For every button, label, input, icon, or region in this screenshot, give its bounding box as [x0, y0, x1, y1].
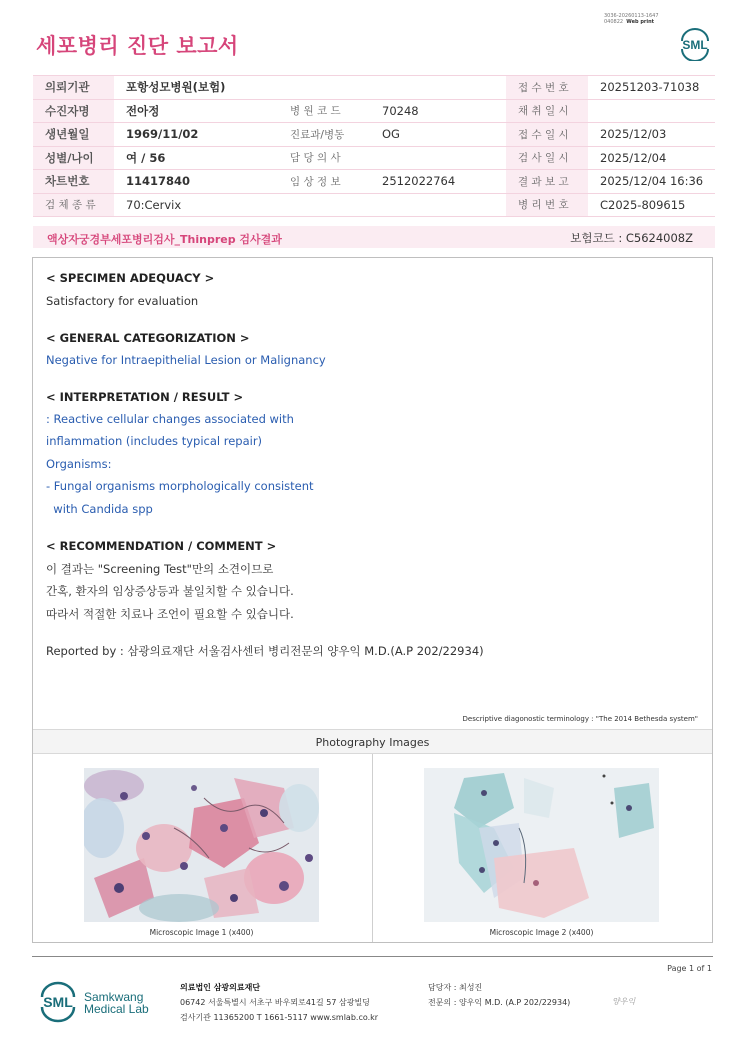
birth-label: 생년월일 — [33, 123, 114, 147]
brand-name — [84, 991, 149, 1015]
logo-text: SML — [682, 38, 708, 52]
result-box — [32, 257, 713, 943]
patient-info-table — [33, 75, 715, 217]
microscopic-image-1 — [84, 768, 319, 922]
footer-logo-text: SML — [43, 994, 73, 1010]
microscopic-image-2 — [424, 768, 659, 922]
org-address: 06742 서울특별시 서초구 바우뫼로41길 57 삼광빌딩 — [180, 998, 370, 1007]
collect-date-label: 채 취 일 시 — [506, 99, 588, 123]
receipt-date-value: 2025/12/03 — [588, 123, 715, 147]
photo-divider — [372, 754, 373, 942]
collect-date-value — [588, 99, 715, 123]
test-date-value: 2025/12/04 — [588, 146, 715, 170]
insurance-code: 보험코드 : C5624008Z — [570, 231, 693, 245]
print-code-line2: 040822 — [604, 19, 624, 25]
recommendation-heading: < RECOMMENDATION / COMMENT > — [46, 539, 277, 553]
patient-value: 전아정 — [114, 99, 278, 123]
recommendation-line: 간혹, 환자의 임상증상등과 불일치할 수 있습니다. — [46, 584, 294, 598]
specimen-label: 검 체 종 류 — [33, 193, 114, 217]
request-org-value: 포항성모병원(보험) — [114, 76, 506, 100]
footer-divider — [32, 956, 713, 957]
birth-value: 1969/11/02 — [114, 123, 278, 147]
clinical-value: 2512022764 — [370, 170, 506, 194]
reported-by: Reported by : 삼광의료재단 서울검사센터 병리전문의 양우익 M.D.(A.P 202/22934) — [46, 644, 484, 658]
org-name: 의료법인 삼광의료재단 — [180, 983, 261, 992]
terminology-note: Descriptive diagonostic terminology : "The 2014 Bethesda system" — [462, 715, 698, 723]
signature: 양우익 — [612, 997, 636, 1006]
image-2-caption: Microscopic Image 2 (x400) — [489, 928, 594, 937]
clinical-label: 임 상 정 보 — [278, 170, 370, 194]
sex-age-label: 성별/나이 — [33, 146, 114, 170]
dept-value: OG — [370, 123, 506, 147]
report-date-value: 2025/12/04 16:36 — [588, 170, 715, 194]
chart-label: 차트번호 — [33, 170, 114, 194]
dept-label: 진료과/병동 — [278, 123, 370, 147]
sex-age-value: 여 / 56 — [114, 146, 278, 170]
staff-info — [428, 980, 570, 1010]
photo-section-bar — [33, 729, 712, 754]
interpretation-line: - Fungal organisms morphologically consistent — [46, 479, 314, 493]
category-text: Negative for Intraepithelial Lesion or Malignancy — [46, 353, 326, 367]
image-1-caption: Microscopic Image 1 (x400) — [149, 928, 254, 937]
pathology-no-label: 병 리 번 호 — [506, 193, 588, 217]
doctor-value — [370, 146, 506, 170]
print-code-line1: 3036-20260113-1647 — [604, 13, 659, 19]
interpretation-line: inflammation (includes typical repair) — [46, 434, 263, 448]
hospital-code-value: 70248 — [370, 99, 506, 123]
print-code — [604, 13, 684, 25]
page-number: Page 1 of 1 — [667, 964, 712, 973]
specimen-value: 70:Cervix — [114, 193, 506, 217]
request-org-label: 의뢰기관 — [33, 76, 114, 100]
interpretation-heading: < INTERPRETATION / RESULT > — [46, 390, 244, 404]
staff-pathologist: 전문의 : 양우익 M.D. (A.P 202/22934) — [428, 998, 571, 1007]
staff-technician: 담당자 : 최성진 — [428, 983, 483, 992]
adequacy-text: Satisfactory for evaluation — [46, 294, 199, 308]
test-date-label: 검 사 일 시 — [506, 146, 588, 170]
cytology-image-1 — [84, 768, 319, 922]
interpretation-line: : Reactive cellular changes associated with — [46, 412, 294, 426]
doctor-label: 담 당 의 사 — [278, 146, 370, 170]
print-code-tag: Web print — [626, 19, 655, 25]
receipt-no-label: 접 수 번 호 — [506, 76, 588, 100]
organization-info — [180, 980, 378, 1025]
category-heading: < GENERAL CATEGORIZATION > — [46, 331, 250, 345]
hospital-code-label: 병 원 코 드 — [278, 99, 370, 123]
pathology-no-value: C2025-809615 — [588, 193, 715, 217]
receipt-date-label: 접 수 일 시 — [506, 123, 588, 147]
report-date-label: 결 과 보 고 — [506, 170, 588, 194]
photo-section-title: Photography Images — [315, 736, 430, 749]
org-contact: 검사기관 11365200 T 1661-5117 www.smlab.co.kr — [180, 1013, 379, 1022]
test-name-bar — [33, 226, 715, 248]
test-name: 액상자궁경부세포병리검사_Thinprep 검사결과 — [47, 233, 282, 246]
interpretation-line: Organisms: — [46, 457, 112, 471]
brand-line2: Medical Lab — [84, 1002, 149, 1016]
report-title: 세포병리 진단 보고서 — [36, 34, 239, 58]
chart-value: 11417840 — [114, 170, 278, 194]
adequacy-heading: < SPECIMEN ADEQUACY > — [46, 271, 215, 285]
receipt-no-value: 20251203-71038 — [588, 76, 715, 100]
interpretation-line: with Candida spp — [46, 502, 153, 516]
cytology-image-2 — [424, 768, 659, 922]
recommendation-line: 따라서 적절한 치료나 조언이 필요할 수 있습니다. — [46, 607, 294, 621]
patient-label: 수진자명 — [33, 99, 114, 123]
recommendation-line: 이 결과는 "Screening Test"만의 소견이므로 — [46, 562, 274, 576]
sml-footer-logo-icon — [36, 979, 80, 1023]
sml-logo-icon — [676, 27, 714, 61]
brand-line1: Samkwang — [84, 990, 144, 1004]
